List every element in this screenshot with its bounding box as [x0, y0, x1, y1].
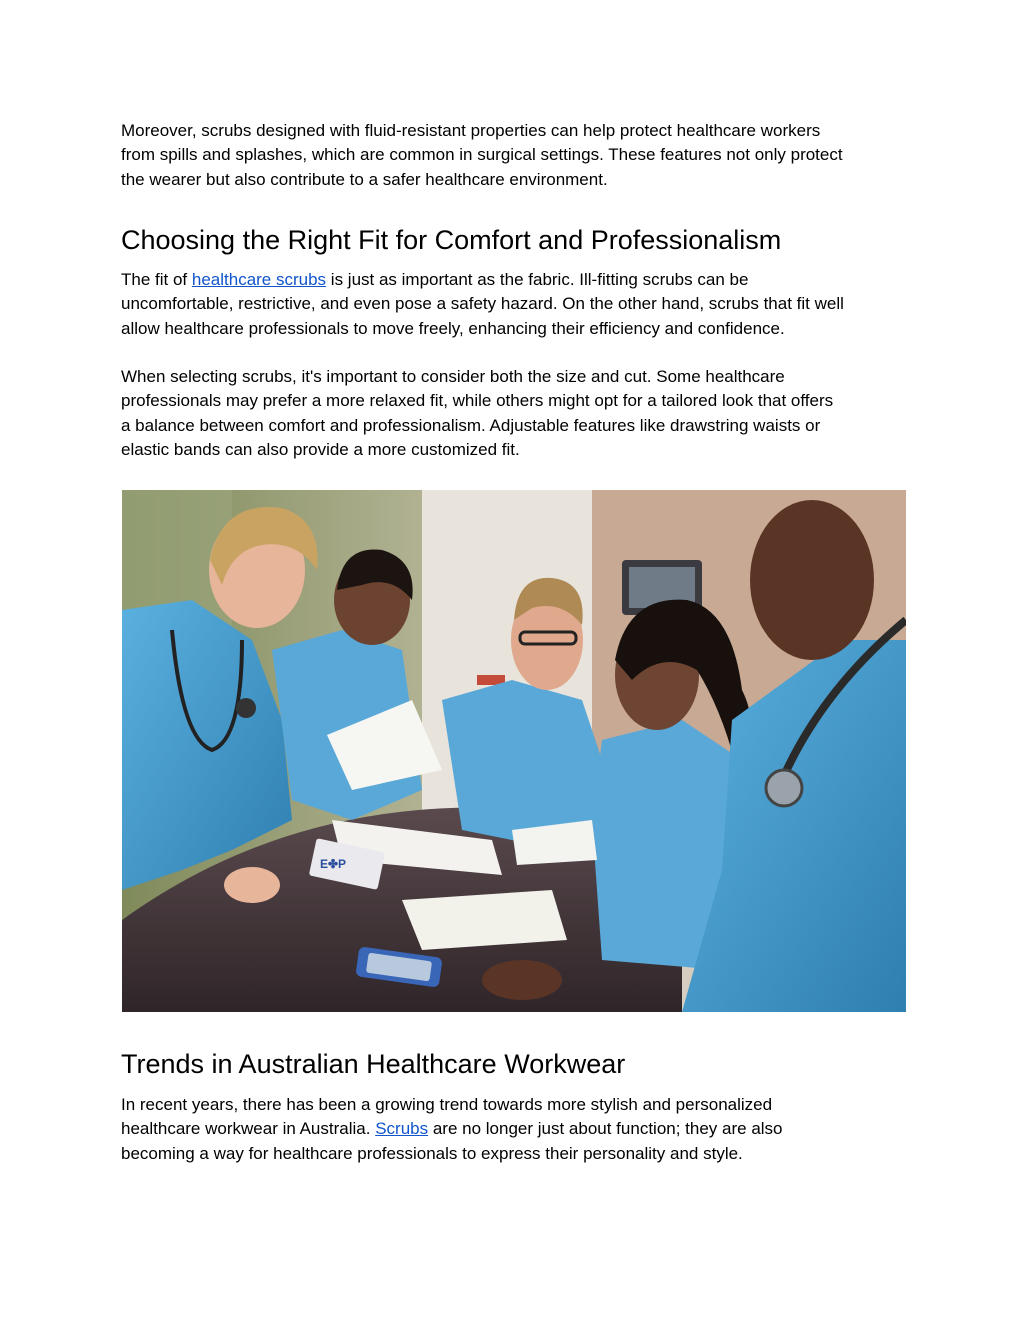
text-line: [121, 1117, 921, 1141]
text-segment: The fit of: [121, 270, 192, 289]
healthcare-team-photo: [122, 490, 906, 1012]
text-line: When selecting scrubs, it's important to consider both the size and cut. Some healthcare: [121, 367, 785, 386]
clipboard-label: E✤P: [320, 857, 347, 871]
text-line: [121, 268, 921, 292]
text-line: allow healthcare professionals to move freely, enhancing their efficiency and confidence.: [121, 318, 785, 338]
text-line: elastic bands can also provide a more customized fit.: [121, 439, 520, 459]
text-line: from spills and splashes, which are common in surgical settings. These features not only protect: [121, 145, 843, 165]
text-segment: are no longer just about function; they are also: [428, 1119, 783, 1139]
scrubs-link[interactable]: Scrubs: [375, 1119, 429, 1139]
intro-paragraph: [121, 119, 921, 192]
text-line: uncomfortable, restrictive, and even pose a safety hazard. On the other hand, scrubs that fit well: [121, 294, 844, 314]
text-line: In recent years, there has been a growing trend towards more stylish and personalized: [121, 1095, 773, 1114]
stethoscope-right-chest: [766, 770, 802, 806]
section-heading-trends: Trends in Australian Healthcare Workwear: [121, 1049, 626, 1079]
text-line: the wearer but also contribute to a safer healthcare environment.: [121, 169, 608, 189]
text-line: professionals may prefer a more relaxed fit, while others might opt for a tailored look that offers: [121, 391, 834, 411]
text-line: becoming a way for healthcare professionals to express their personality and style.: [121, 1143, 743, 1163]
selection-paragraph: [121, 365, 921, 462]
hand-left: [224, 867, 280, 903]
text-line: Moreover, scrubs designed with fluid-resistant properties can help protect healthcare workers: [121, 121, 821, 140]
text-segment: is just as important as the fabric. Ill-fitting scrubs can be: [326, 270, 749, 289]
text-segment: healthcare workwear in Australia.: [121, 1119, 376, 1139]
trends-paragraph: [121, 1093, 921, 1166]
text-line: a balance between comfort and professionalism. Adjustable features like drawstring waists or: [121, 415, 821, 435]
stethoscope-left-chest: [236, 698, 256, 718]
section-heading-fit: Choosing the Right Fit for Comfort and Professionalism: [121, 225, 782, 255]
healthcare-scrubs-link[interactable]: healthcare scrubs: [191, 270, 327, 289]
doctor-right-head: [750, 500, 874, 660]
fit-paragraph: [121, 268, 921, 341]
hand-right: [482, 960, 562, 1000]
